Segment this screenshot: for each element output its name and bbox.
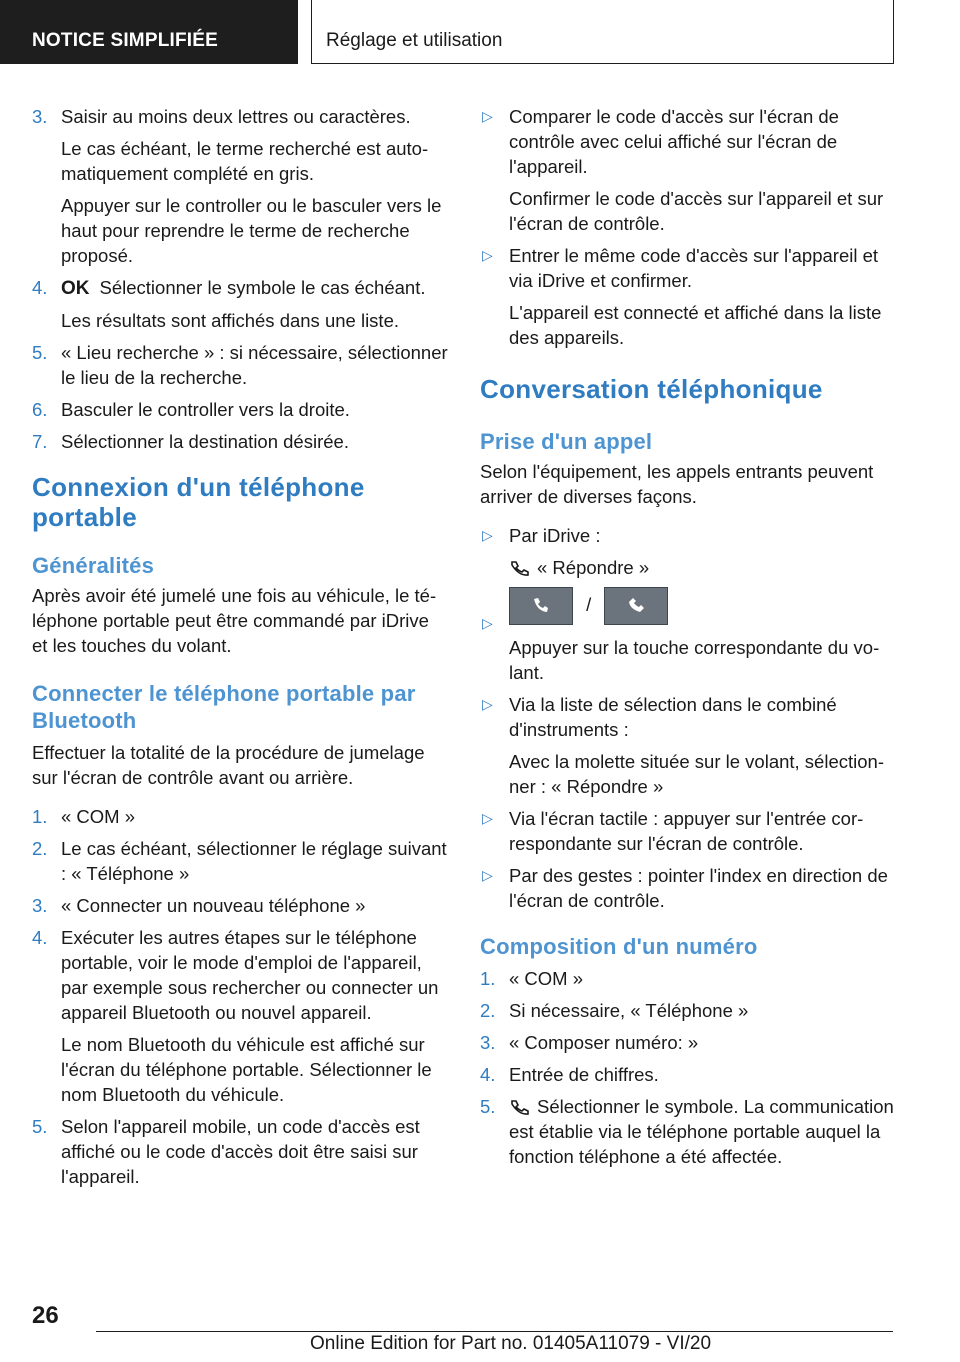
bullet-text: Via l'écran tactile : appuyer sur l'entrée correspondante sur l'écran de contrôle. bbox=[509, 808, 864, 854]
slash-separator: / bbox=[586, 593, 592, 615]
take-call-paragraph: Selon l'équipement, les appels entrants peuvent arriver de diverses façons. bbox=[480, 461, 874, 507]
bullet-triangle-icon: ▷ bbox=[482, 247, 493, 263]
page-number: 26 bbox=[32, 1302, 59, 1329]
bullet-triangle-icon: ▷ bbox=[482, 810, 493, 826]
phone-icon bbox=[509, 1099, 531, 1115]
step-line bbox=[509, 968, 583, 989]
connected-paragraph: L'appareil est connecté et affiché dans la liste des appareils. bbox=[509, 302, 882, 348]
list-item bbox=[32, 925, 448, 1107]
list-item bbox=[32, 104, 448, 268]
subheading-dial-number: Composition d'un numéro bbox=[480, 934, 758, 959]
list-item bbox=[32, 275, 448, 333]
list-item bbox=[480, 104, 896, 236]
general-paragraph: Après avoir été jumelé une fois au véhicule, le téléphone portable peut être commandé par iDrive et les touches du volant. bbox=[32, 585, 437, 656]
bullet-triangle-icon: ▷ bbox=[482, 696, 493, 712]
step-text: Entrée de chiffres. bbox=[509, 1064, 659, 1085]
step-number: 2. bbox=[480, 1000, 496, 1021]
step-text: « Lieu recherche » : si nécessaire, sélectionner le lieu de la recherche. bbox=[61, 342, 448, 388]
step-line bbox=[61, 927, 438, 1023]
step-number: 6. bbox=[32, 399, 48, 420]
idrive-label: Par iDrive : bbox=[509, 525, 601, 546]
step-text: Si nécessaire, « Téléphone » bbox=[509, 1000, 749, 1021]
step-number: 4. bbox=[32, 277, 48, 298]
section-heading-phone-connection: Connexion d'un téléphone portable bbox=[32, 472, 365, 532]
step-number: 1. bbox=[32, 806, 48, 827]
step-line bbox=[61, 838, 447, 884]
step-number: 4. bbox=[480, 1064, 496, 1085]
answer-methods-list bbox=[480, 523, 896, 685]
list-item bbox=[480, 1062, 896, 1087]
list-item bbox=[480, 806, 896, 856]
step-text: Sélectionner le symbole. La communication est établie via le téléphone portable auquel la fonction téléphone a été affectée. bbox=[509, 1096, 894, 1167]
left-column bbox=[32, 104, 448, 1196]
bluetooth-paragraph: Effectuer la totalité de la procédure de jumelage sur l'écran de contrôle avant ou arrière. bbox=[32, 742, 425, 788]
bluetooth-steps-list bbox=[32, 804, 448, 1189]
step-text: Sélectionner la destination désirée. bbox=[61, 431, 349, 452]
subheading-general: Généralités bbox=[32, 553, 155, 578]
answer-methods-list-more bbox=[480, 692, 896, 913]
step-line bbox=[61, 806, 135, 827]
answer-label: « Répondre » bbox=[537, 557, 650, 578]
list-item bbox=[32, 804, 448, 829]
step-note: Le cas échéant, le terme recherché est automatiquement complété en gris. bbox=[61, 138, 429, 184]
list-item bbox=[480, 692, 896, 799]
step-text: Selon l'appareil mobile, un code d'accès est affiché ou le code d'accès doit être saisi sur l'appareil. bbox=[61, 1116, 420, 1187]
step-text: « COM » bbox=[61, 806, 136, 827]
footer-edition: Online Edition for Part no. 01405A11079 - VI/20 bbox=[310, 1333, 712, 1354]
list-item bbox=[32, 340, 448, 390]
list-item bbox=[32, 893, 448, 918]
step-line bbox=[61, 106, 411, 127]
steering-end-call-button-icon bbox=[604, 587, 668, 625]
subheading-take-call: Prise d'un appel bbox=[480, 429, 653, 454]
bullet-text: Entrer le même code d'accès sur l'appareil et via iDrive et confirmer. bbox=[509, 245, 879, 291]
list-item bbox=[480, 1094, 896, 1169]
bullet-triangle-icon: ▷ bbox=[482, 108, 493, 124]
answer-line bbox=[509, 555, 896, 580]
phone-icon bbox=[509, 560, 531, 576]
list-item bbox=[32, 1114, 448, 1189]
step-text: Sélectionner le symbole le cas échéant. bbox=[99, 277, 426, 298]
step-line bbox=[509, 1064, 659, 1085]
list-item bbox=[480, 998, 896, 1023]
step-text: Exécuter les autres étapes sur le téléphone portable, voir le mode d'emploi de l'appareil, par exemple sous rechercher ou connecter un appareil Bluetooth ou nouvel appareil. bbox=[61, 927, 439, 1023]
list-item bbox=[32, 836, 448, 886]
step-line bbox=[61, 399, 350, 420]
bullet-note: Confirmer le code d'accès sur l'appareil et sur l'écran de contrôle. bbox=[509, 188, 884, 234]
list-item bbox=[480, 863, 896, 913]
step-text: « Composer numéro: » bbox=[509, 1032, 699, 1053]
step-note: Le nom Bluetooth du véhicule est affiché sur l'écran du téléphone portable. Sélectionner le nom Bluetooth du véhicule. bbox=[61, 1034, 432, 1105]
step-number: 2. bbox=[32, 838, 48, 859]
step-note: Appuyer sur le controller ou le basculer vers le haut pour reprendre le terme de recherche proposé. bbox=[61, 195, 442, 266]
bullet-text: Par des gestes : pointer l'index en direction de l'écran de contrôle. bbox=[509, 865, 888, 911]
dial-steps-list bbox=[480, 966, 896, 1169]
step-number: 7. bbox=[32, 431, 48, 452]
step-number: 3. bbox=[32, 895, 48, 916]
list-item bbox=[480, 243, 896, 293]
step-text: Saisir au moins deux lettres ou caractères. bbox=[61, 106, 411, 127]
header-chapter-label: Réglage et utilisation bbox=[326, 30, 503, 51]
step-number: 3. bbox=[32, 106, 48, 127]
step-number: 1. bbox=[480, 968, 496, 989]
bullet-triangle-icon: ▷ bbox=[482, 867, 493, 883]
step-text: Basculer le controller vers la droite. bbox=[61, 399, 350, 420]
right-column bbox=[480, 104, 896, 1176]
list-item bbox=[480, 1030, 896, 1055]
step-line bbox=[61, 1116, 420, 1187]
step-number: 4. bbox=[32, 927, 48, 948]
footer-divider bbox=[96, 1331, 893, 1332]
step-number: 3. bbox=[480, 1032, 496, 1053]
step-line bbox=[61, 431, 349, 452]
bullet-text: Comparer le code d'accès sur l'écran de contrôle avec celui affiché sur l'écran de l'appareil. bbox=[509, 106, 839, 177]
step-number: 5. bbox=[32, 342, 48, 363]
pairing-bullets-list bbox=[480, 104, 896, 293]
step-line bbox=[61, 342, 448, 388]
search-steps-list bbox=[32, 104, 448, 454]
bullet-triangle-icon: ▷ bbox=[482, 615, 493, 631]
list-item bbox=[480, 587, 896, 685]
step-line bbox=[509, 1032, 698, 1053]
step-number: 5. bbox=[32, 1116, 48, 1137]
step-line bbox=[61, 895, 365, 916]
subheading-bluetooth: Connecter le téléphone portable par Bluetooth bbox=[32, 681, 416, 733]
step-note: Les résultats sont affichés dans une liste. bbox=[61, 310, 399, 331]
step-line bbox=[509, 1000, 748, 1021]
header-section-label: NOTICE SIMPLIFIÉE bbox=[32, 30, 219, 51]
bullet-note: Avec la molette située sur le volant, sélectionner : « Répondre » bbox=[509, 751, 884, 797]
step-line bbox=[509, 1096, 894, 1167]
list-item bbox=[480, 523, 896, 580]
list-item bbox=[32, 429, 448, 454]
ok-icon: OK bbox=[61, 278, 90, 299]
section-heading-phone-call: Conversation téléphonique bbox=[480, 374, 823, 404]
bullet-text: Via la liste de sélection dans le combiné d'instruments : bbox=[509, 694, 837, 740]
list-item bbox=[480, 966, 896, 991]
step-text: Le cas échéant, sélectionner le réglage suivant : « Téléphone » bbox=[61, 838, 447, 884]
step-number: 5. bbox=[480, 1096, 496, 1117]
button-description: Appuyer sur la touche correspondante du volant. bbox=[509, 637, 880, 683]
step-line bbox=[61, 277, 426, 298]
header-section-tab bbox=[0, 0, 298, 64]
list-item bbox=[32, 397, 448, 422]
bullet-triangle-icon: ▷ bbox=[482, 527, 493, 543]
step-text: « Connecter un nouveau téléphone » bbox=[61, 895, 366, 916]
header-chapter-tab bbox=[311, 0, 894, 64]
step-text: « COM » bbox=[509, 968, 584, 989]
steering-accept-call-button-icon bbox=[509, 587, 573, 625]
